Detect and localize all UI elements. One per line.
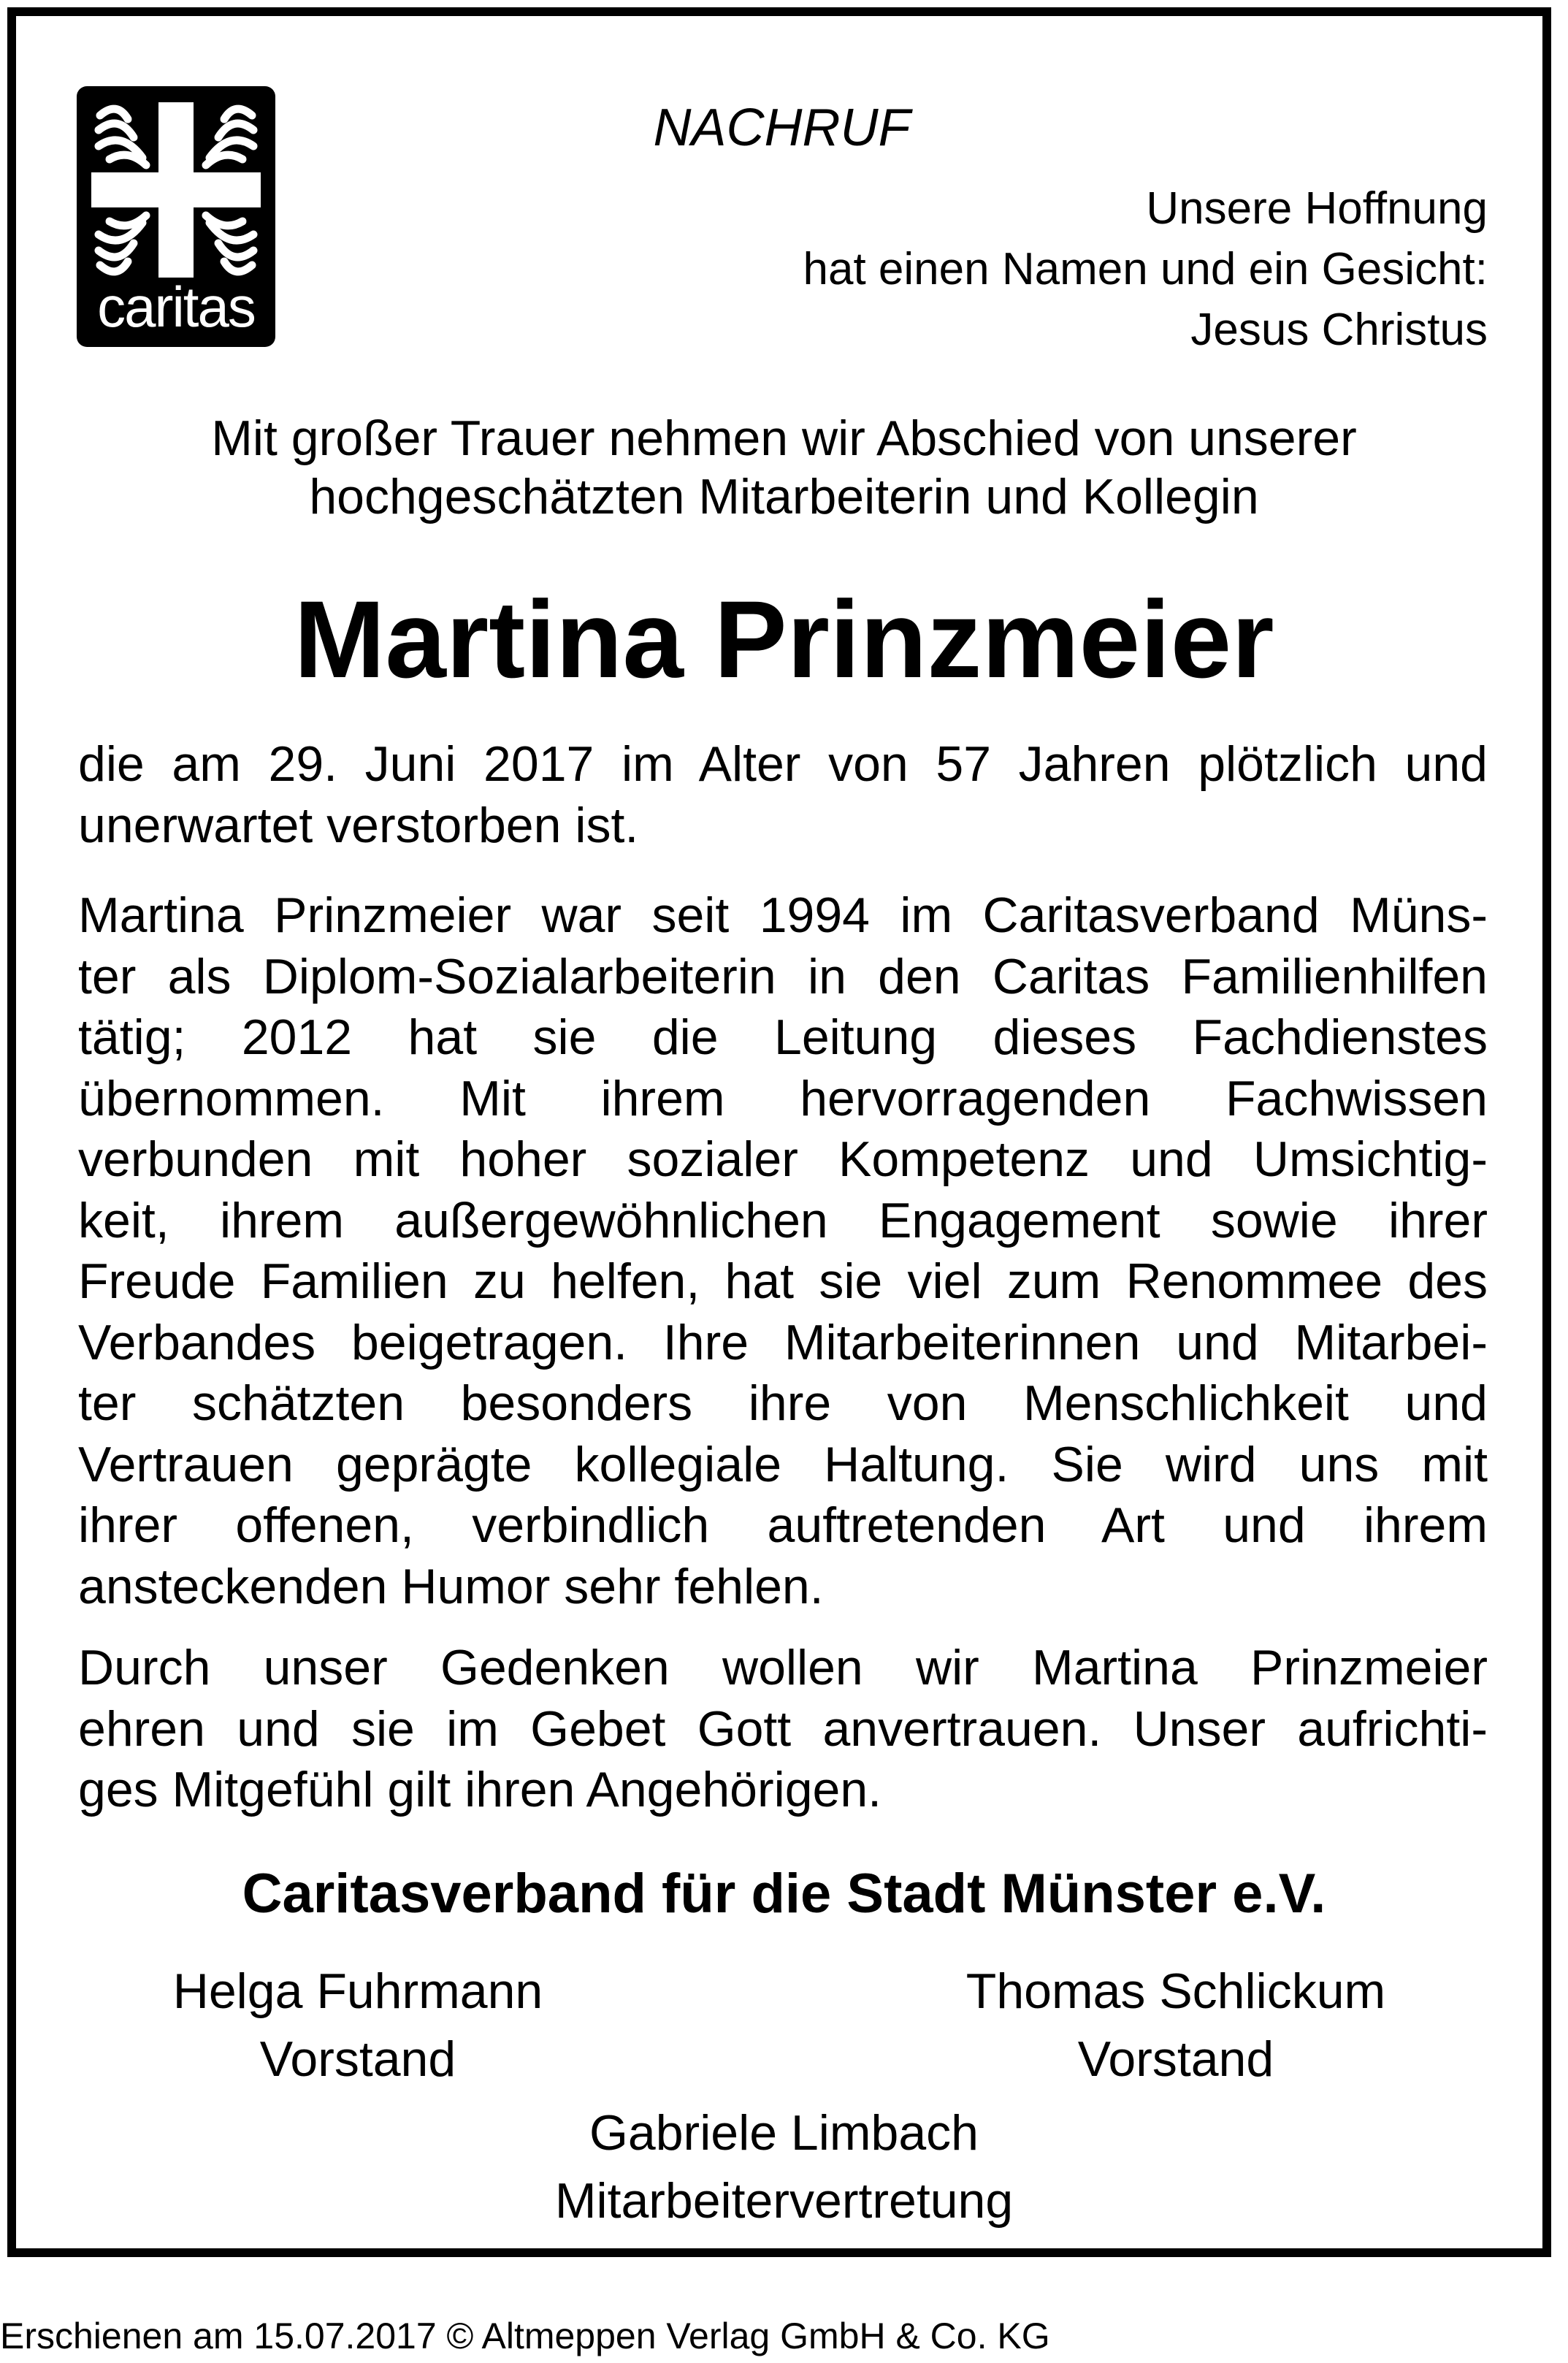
signatory-name: Helga Fuhrmann [172, 1963, 543, 2019]
signatory-name: Gabriele Limbach [589, 2105, 979, 2161]
text-line: ansteckenden Humor sehr fehlen. [78, 1558, 824, 1614]
paragraph-biography [78, 885, 1488, 1617]
text-line: tätig; 2012 hat sie die Leitung dieses Fachdienstes [78, 1009, 1488, 1065]
caritas-logo-text: caritas [97, 275, 255, 339]
text-line: verbunden mit hoher sozialer Kompetenz und Umsichtig- [78, 1131, 1488, 1187]
signatory-name: Thomas Schlickum [965, 1963, 1386, 2019]
signatory-role: Vorstand [1077, 2031, 1274, 2087]
organization-name: Caritasverband für die Stadt Münster e.V. [242, 1863, 1326, 1925]
text-line: ter schätzten besonders ihre von Menschlichkeit und [78, 1375, 1488, 1431]
paragraph-remembrance [78, 1638, 1488, 1821]
text-line: übernommen. Mit ihrem hervorragenden Fachwissen [78, 1070, 1488, 1126]
heading: NACHRUF [653, 99, 911, 157]
text-line: ter als Diplom-Sozialarbeiterin in den Caritas Familienhilfen [78, 948, 1488, 1004]
text-line: ihrer offenen, verbindlich auftretenden Art und ihrem [78, 1497, 1488, 1553]
paragraph-death-notice [78, 734, 1488, 856]
signatory-role: Mitarbeitervertretung [554, 2173, 1014, 2229]
motto-line-1: Unsere Hoffnung [1146, 183, 1488, 234]
text-line: Vertrauen geprägte kollegiale Haltung. Sie wird uns mit [78, 1436, 1488, 1492]
text-line: ehren und sie im Gebet Gott anvertrauen. Unser aufrichti- [78, 1700, 1488, 1757]
motto-line-2: hat einen Namen und ein Gesicht: [803, 244, 1488, 294]
deceased-name: Martina Prinzmeier [294, 578, 1274, 700]
text-line: Verbandes beigetragen. Ihre Mitarbeiterinnen und Mitarbei- [78, 1314, 1488, 1370]
intro-line-1: Mit großer Trauer nehmen wir Abschied von unserer [211, 411, 1357, 466]
text-line: die am 29. Juni 2017 im Alter von 57 Jahren plötzlich und [78, 736, 1488, 792]
signatory-role: Vorstand [259, 2031, 456, 2087]
text-line: ges Mitgefühl gilt ihren Angehörigen. [78, 1762, 882, 1817]
motto-line-3: Jesus Christus [1190, 305, 1488, 355]
text-line: unerwartet verstorben ist. [78, 797, 639, 853]
text-line: Durch unser Gedenken wollen wir Martina Prinzmeier [78, 1640, 1488, 1695]
text-line: keit, ihrem außergewöhnlichen Engagement sowie ihrer [78, 1192, 1488, 1248]
publication-footer: Erschienen am 15.07.2017 © Altmeppen Verlag GmbH & Co. KG [0, 2316, 1050, 2356]
intro-line-2: hochgeschätzten Mitarbeiterin und Kollegin [309, 469, 1259, 524]
text-line: Martina Prinzmeier war seit 1994 im Caritasverband Müns- [78, 887, 1488, 943]
text-line: Freude Familien zu helfen, hat sie viel zum Renommee des [78, 1253, 1488, 1309]
